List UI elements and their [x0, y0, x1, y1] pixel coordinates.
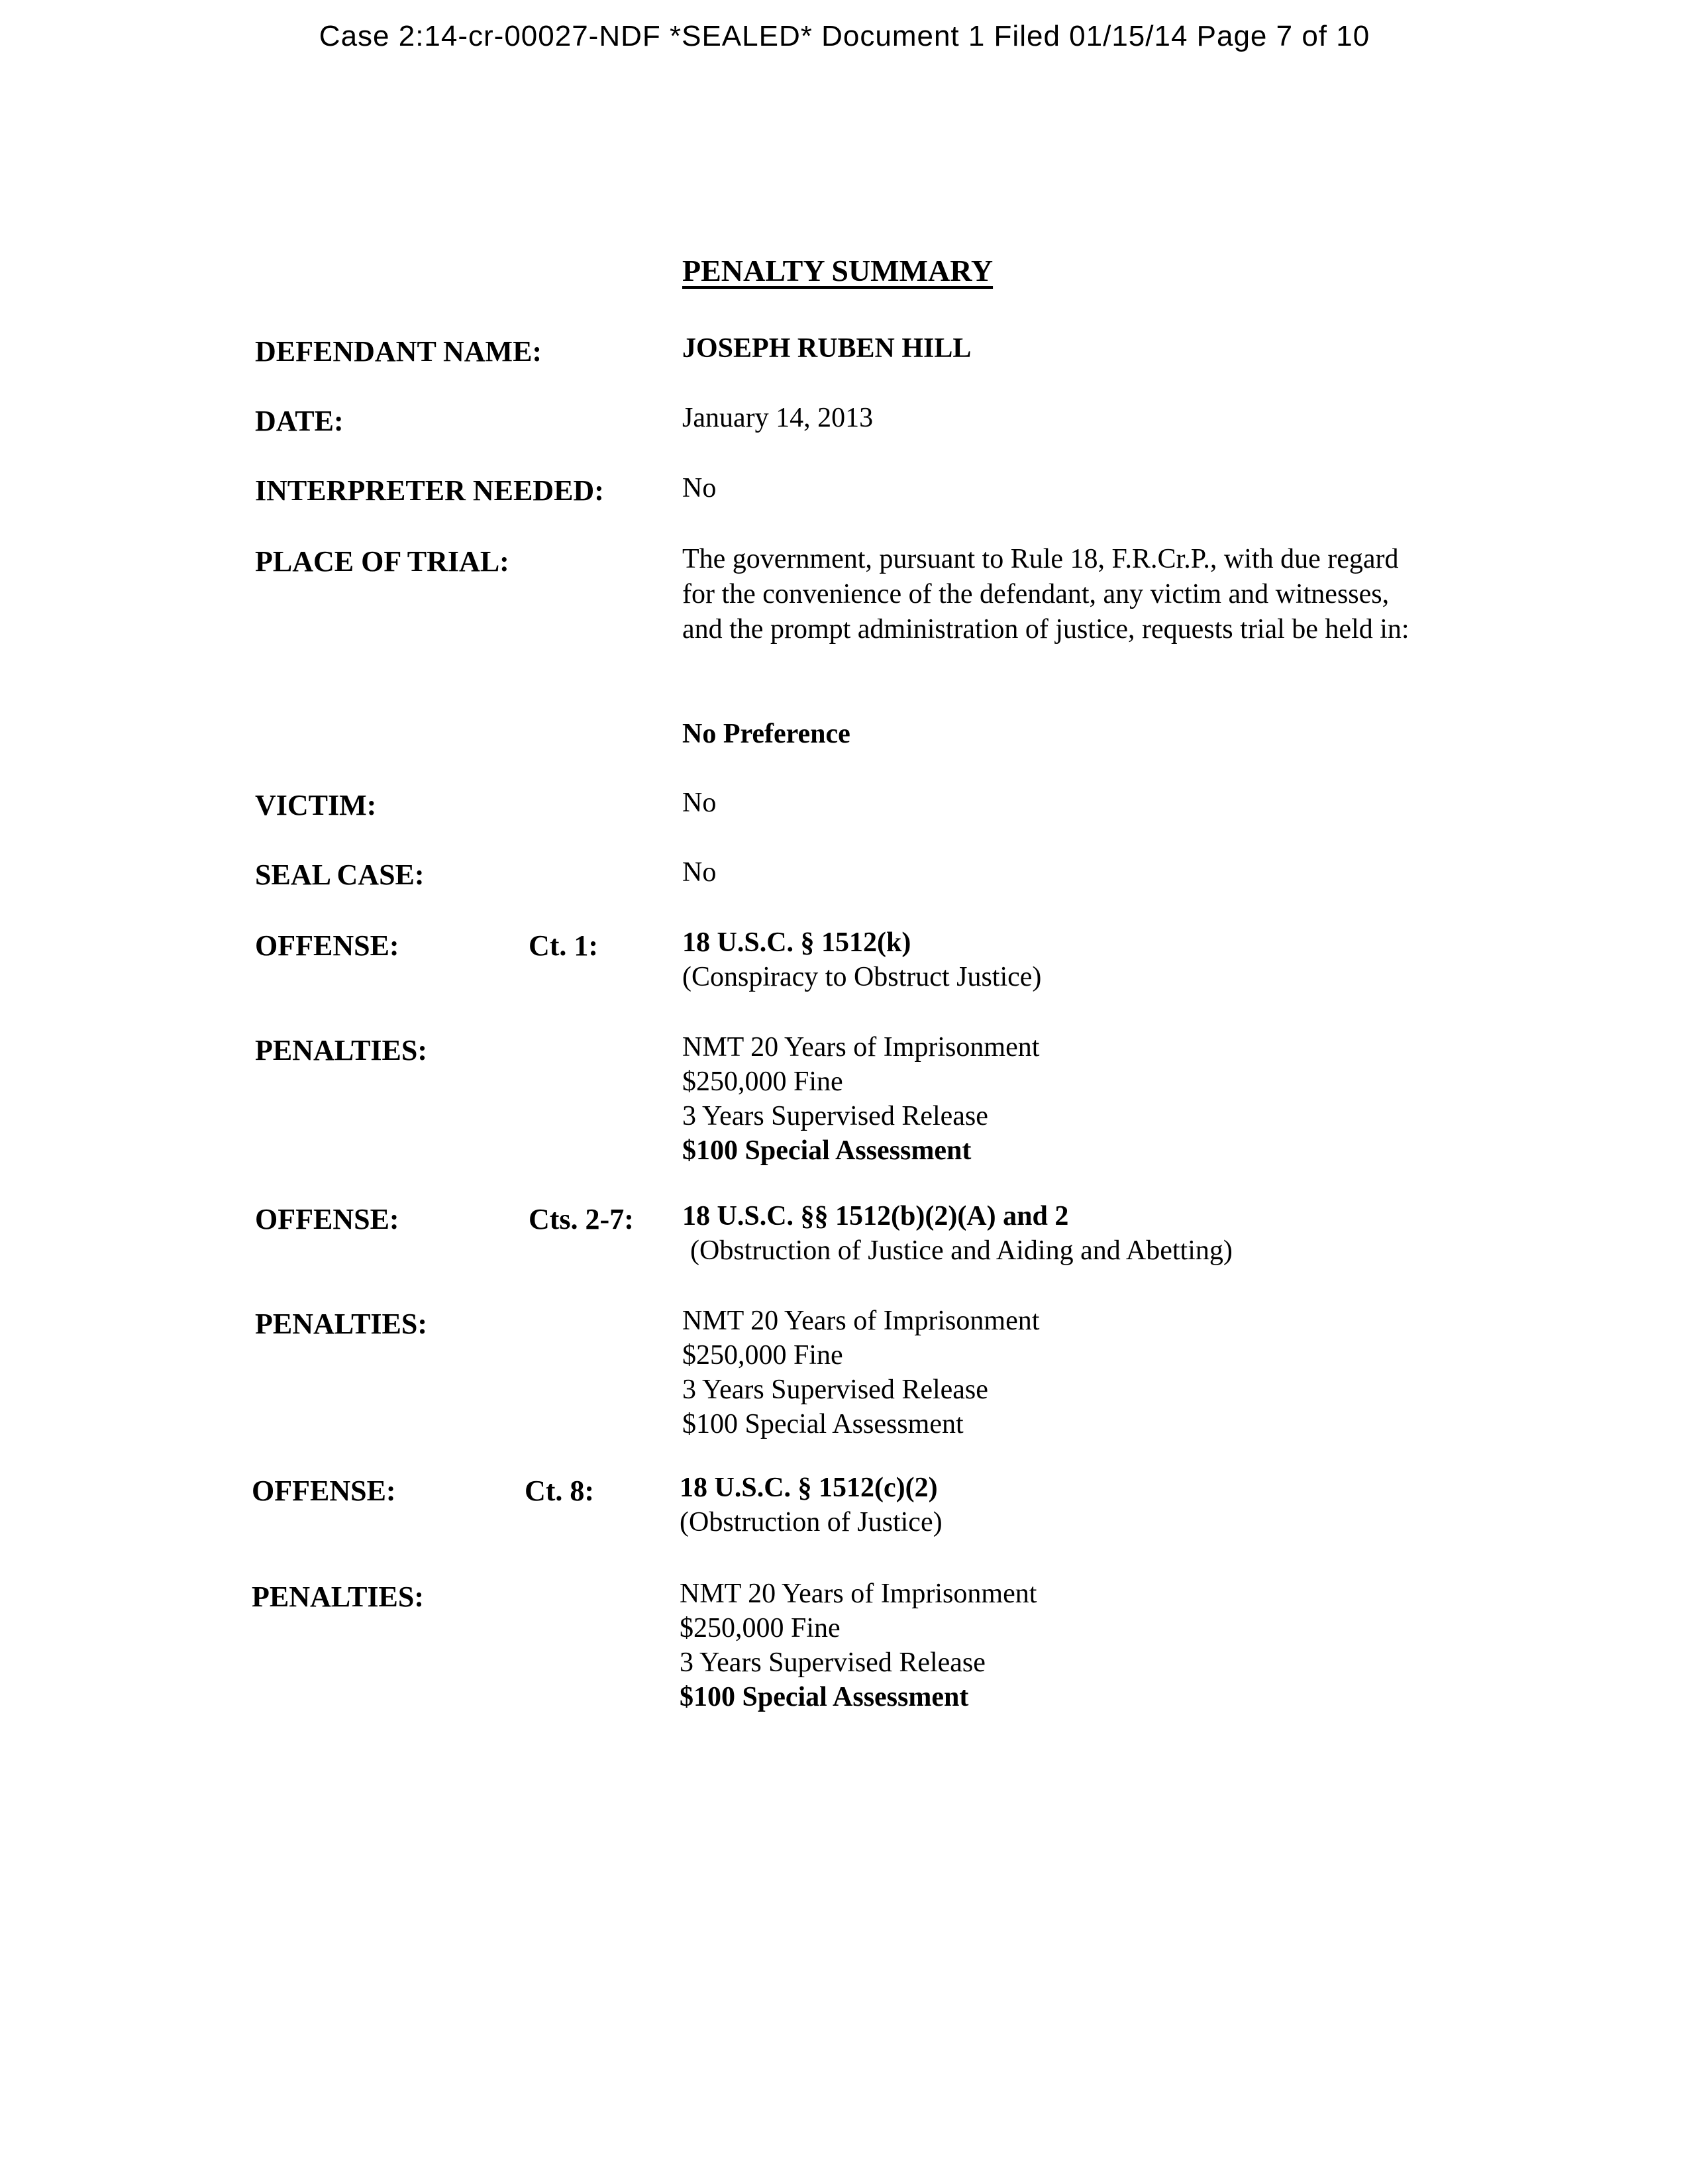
page-title: PENALTY SUMMARY — [682, 254, 994, 287]
case-header: Case 2:14-cr-00027-NDF *SEALED* Document 1 Filed 01/15/14 Page 7 of 10 — [319, 20, 1370, 52]
penalty-fine: $250,000 Fine — [682, 1066, 843, 1097]
penalty-fine: $250,000 Fine — [682, 1340, 843, 1371]
offense-count: Ct. 8: — [525, 1475, 595, 1507]
seal-case-value: No — [682, 857, 717, 888]
offense-block — [682, 925, 1041, 994]
defendant-name-label: DEFENDANT NAME: — [255, 335, 542, 368]
offense-label: OFFENSE: — [255, 929, 399, 962]
offense-description: (Obstruction of Justice and Aiding and Abetting) — [690, 1235, 1233, 1266]
victim-label: VICTIM: — [255, 789, 377, 821]
offense-description: (Conspiracy to Obstruct Justice) — [682, 962, 1042, 992]
penalty-special-assessment: $100 Special Assessment — [680, 1682, 969, 1712]
seal-case-label: SEAL CASE: — [255, 858, 425, 891]
offense-count: Cts. 2-7: — [529, 1203, 634, 1235]
penalty-fine: $250,000 Fine — [680, 1613, 841, 1643]
penalty-supervised-release: 3 Years Supervised Release — [680, 1647, 986, 1678]
trial-preference: No Preference — [682, 719, 850, 749]
offense-statute: 18 U.S.C. § 1512(c)(2) — [680, 1473, 938, 1503]
penalty-supervised-release: 3 Years Supervised Release — [682, 1101, 988, 1131]
offense-label: OFFENSE: — [255, 1203, 399, 1235]
offense-label: OFFENSE: — [252, 1475, 396, 1507]
penalties-list — [682, 1030, 1039, 1168]
defendant-name-value: JOSEPH RUBEN HILL — [682, 333, 972, 364]
date-label: DATE: — [255, 405, 344, 437]
offense-block — [680, 1471, 943, 1539]
penalty-imprisonment: NMT 20 Years of Imprisonment — [680, 1579, 1037, 1609]
offense-count: Ct. 1: — [529, 929, 599, 962]
penalties-label: PENALTIES: — [255, 1308, 428, 1340]
penalty-imprisonment: NMT 20 Years of Imprisonment — [682, 1306, 1040, 1336]
interpreter-label: INTERPRETER NEEDED: — [255, 474, 604, 507]
interpreter-value: No — [682, 473, 717, 503]
penalties-label: PENALTIES: — [252, 1581, 425, 1613]
offense-description: (Obstruction of Justice) — [680, 1507, 943, 1537]
offense-block — [682, 1199, 1233, 1268]
penalty-imprisonment: NMT 20 Years of Imprisonment — [682, 1032, 1040, 1063]
date-value: January 14, 2013 — [682, 403, 874, 433]
place-of-trial-label: PLACE OF TRIAL: — [255, 545, 509, 578]
penalties-list — [680, 1577, 1037, 1714]
penalties-label: PENALTIES: — [255, 1034, 428, 1066]
penalties-list — [682, 1304, 1039, 1441]
penalty-supervised-release: 3 Years Supervised Release — [682, 1375, 988, 1405]
penalty-special-assessment: $100 Special Assessment — [682, 1135, 972, 1166]
place-of-trial-text: The government, pursuant to Rule 18, F.R.Cr.P., with due regard for the convenience of the defendant, any victim and witnesses, and the prompt administration of justice, requests trial be held in: — [682, 544, 1409, 645]
offense-statute: 18 U.S.C. § 1512(k) — [682, 927, 911, 958]
victim-value: No — [682, 788, 717, 818]
offense-statute: 18 U.S.C. §§ 1512(b)(2)(A) and 2 — [682, 1201, 1069, 1231]
penalty-special-assessment: $100 Special Assessment — [682, 1409, 964, 1439]
